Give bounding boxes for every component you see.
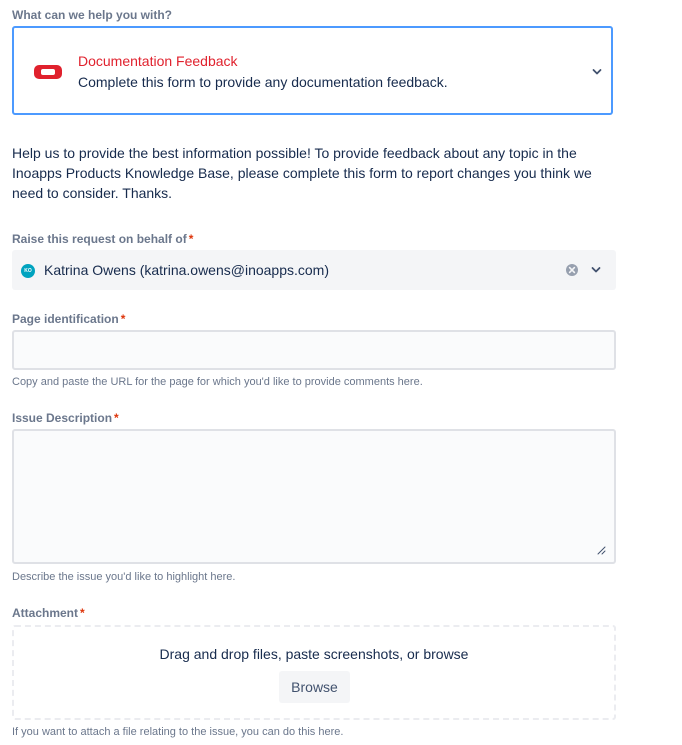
required-mark: *	[120, 312, 126, 326]
issue-description-textarea[interactable]	[12, 429, 616, 564]
page-identification-input[interactable]	[12, 330, 616, 370]
browse-button[interactable]: Browse	[279, 671, 350, 703]
attachment-label	[12, 606, 85, 620]
required-mark: *	[80, 606, 85, 620]
dropzone-text: Drag and drop files, paste screenshots, or browse	[159, 646, 469, 662]
clear-icon[interactable]	[565, 263, 579, 277]
attachment-label-text: Attachment	[12, 606, 79, 620]
page-identification-label	[12, 312, 125, 326]
chevron-down-icon[interactable]	[592, 68, 602, 76]
request-type-description: Complete this form to provide any documentation feedback.	[78, 74, 448, 90]
avatar: KO	[21, 264, 35, 278]
request-type-title: Documentation Feedback	[78, 53, 238, 69]
intro-text: Help us to provide the best information possible! To provide feedback about any topic in the Inoapps Products Knowledge Base, please complete this form to report changes you think we need to consider. Thanks.	[12, 145, 592, 201]
request-type-select[interactable]	[12, 26, 613, 115]
page-identification-help: Copy and paste the URL for the page for which you'd like to provide comments here.	[12, 376, 423, 388]
on-behalf-label	[12, 232, 193, 246]
issue-description-help: Describe the issue you'd like to highlight here.	[12, 571, 236, 583]
required-mark: *	[114, 411, 119, 425]
chevron-down-icon[interactable]	[591, 266, 601, 274]
documentation-feedback-icon	[34, 65, 62, 79]
issue-description-label-text: Issue Description	[12, 411, 113, 425]
request-type-label: What can we help you with?	[12, 8, 173, 22]
on-behalf-select[interactable]	[12, 250, 616, 290]
on-behalf-label-text: Raise this request on behalf of	[12, 232, 187, 246]
attachment-help: If you want to attach a file relating to the issue, you can do this here.	[12, 726, 344, 738]
issue-description-label	[12, 411, 119, 425]
resize-grip-icon[interactable]	[596, 545, 606, 555]
selected-user: Katrina Owens (katrina.owens@inoapps.com)	[44, 262, 330, 278]
page-identification-label-text: Page identification	[12, 312, 119, 326]
attachment-dropzone[interactable]	[12, 625, 616, 720]
required-mark: *	[188, 232, 194, 246]
